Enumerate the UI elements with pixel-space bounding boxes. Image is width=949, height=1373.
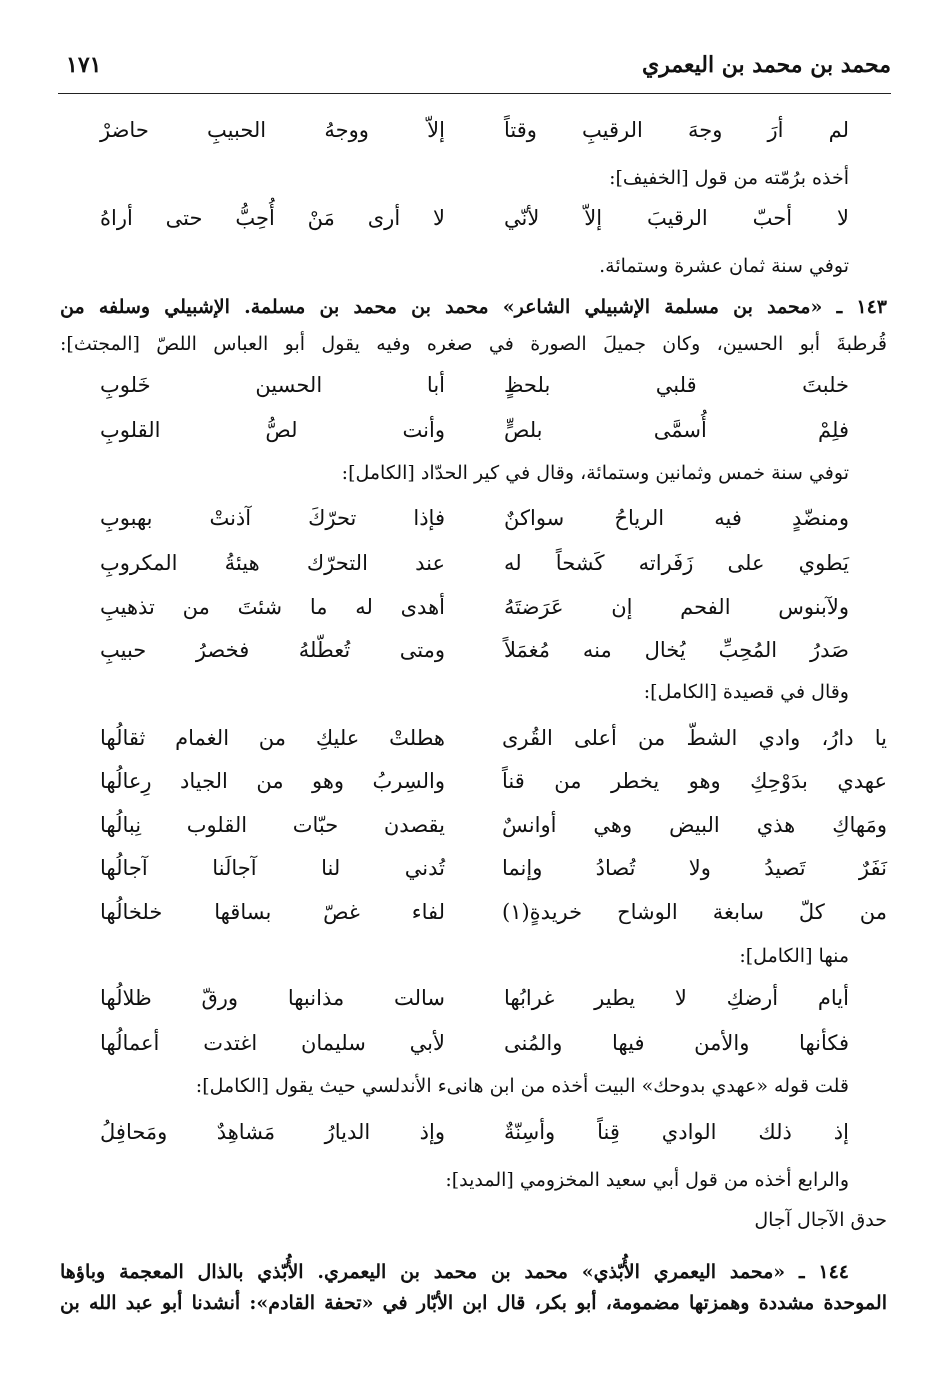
verse-first-hemistich: من كلّ سابغة الوشاح خريدةٍ(١) [502, 900, 887, 924]
verse-first-hemistich: خلبتَ قلبي بلحظٍ [504, 373, 849, 397]
entry-heading-line: الموحدة مشددة وهمزتها مضمومة، أبو بكر، قال ابن الأبّار في «تحفة القادم»: أنشدنا أبو عبد الله بن [60, 1292, 887, 1314]
prose-line: توفي سنة ثمان عشرة وستمائة. [599, 255, 849, 277]
verse-first-hemistich: نَفَرٌ تَصيدُ ولا تُصادُ وإنما [502, 856, 887, 880]
verse-second-hemistich: إلاّ ووجهُ الحبيبِ حاضرْ [100, 118, 445, 142]
verse-first-hemistich: ومنضّدٍ فيه الرياحُ سواكنٌ [504, 506, 849, 530]
verse-first-hemistich: إذ ذلك الوادي قِناً وأسِنّةٌ [504, 1120, 849, 1144]
verse-first-hemistich: ومَهاكِ هذي البيض وهي أوانسٌ [502, 813, 887, 837]
verse-second-hemistich: لأبي سليمان اغتدت أعمالُها [100, 1031, 445, 1055]
prose-line: أخذه برُمّته من قول [الخفيف]: [609, 167, 849, 189]
verse-first-hemistich: صَدرُ المُحِبِّ يُخال منه مُغمَلاً [504, 638, 849, 662]
verse-second-hemistich: تُدني لنا آجالَنا آجالُها [100, 856, 445, 880]
verse-second-hemistich: عند التحرّك هيئةُ المكروبِ [100, 551, 445, 575]
prose-line: والرابع أخذه من قول أبي سعيد المخزومي [المديد]: [445, 1169, 849, 1191]
prose-line: منها [الكامل]: [739, 945, 849, 967]
verse-second-hemistich: أبا الحسين خَلوبِ [100, 373, 445, 397]
verse-first-hemistich: لم أرَ وجهَ الرقيبِ وقتاً [504, 118, 849, 142]
running-title: محمد بن محمد بن اليعمري [641, 52, 891, 78]
verse-first-hemistich: ولآبنوس الفحم إن عَرَضتَهُ [504, 595, 849, 619]
verse-second-hemistich: هطلتْ عليكِ من الغمام ثقالُها [100, 726, 445, 750]
verse-second-hemistich: يقصدن حبّات القلوب نِبالُها [100, 813, 445, 837]
verse-first-hemistich: فكأنها والأمن فيها والمُنى [504, 1031, 849, 1055]
header-rule [58, 93, 891, 94]
verse-second-hemistich: لفاء غصّ بساقها خلخالُها [100, 900, 445, 924]
verse-second-hemistich: ومتى تُعطّلهُ فخصرُ حبيبِ [100, 638, 445, 662]
verse-first-hemistich: عهدي بدَوْحِكِ وهو يخطر من قناً [502, 769, 887, 793]
verse-second-hemistich: أهدى له ما شئتَ من تذهيبِ [100, 595, 445, 619]
verse-first-hemistich: أيام أرضكِ لا يطير غرابُها [504, 986, 849, 1010]
verse-second-hemistich: وأنت لصُّ القلوبِ [100, 418, 445, 442]
prose-line: وقال في قصيدة [الكامل]: [643, 681, 849, 703]
verse-first-hemistich: فلِمْ أُسمَّى بلصٍّ [504, 418, 849, 442]
verse-second-hemistich: والسِربُ وهو من الجياد رِعالُها [100, 769, 445, 793]
prose-line: توفي سنة خمس وثمانين وستمائة، وقال في كير الحدّاد [الكامل]: [341, 462, 849, 484]
prose-line: قلت قوله «عهدي بدوحك» البيت أخذه من ابن هانىء الأندلسي حيث يقول [الكامل]: [195, 1075, 849, 1097]
verse-first-hemistich: لا أحبّ الرقيبَ إلاّ لأنّي [504, 206, 849, 230]
page-number: ١٧١ [66, 52, 102, 78]
prose-line: قُرطبةَ أبو الحسين، وكان جميلَ الصورة في صغره وفيه يقول أبو العباس اللصّ [المجتث]: [60, 333, 887, 355]
verse-second-hemistich: فإذا تحرّكَ آذنتْ بهبوبِ [100, 506, 445, 530]
verse-first-hemistich: يا دارُ، وادي الشطّ من أعلى القُرى [502, 726, 887, 750]
verse-second-hemistich: سالت مذانبها ورقّ ظلالُها [100, 986, 445, 1010]
entry-heading-line: ١٤٣ ـ «محمد بن مسلمة الإشبيلي الشاعر» محمد بن محمد بن مسلمة. الإشبيلي وسلفه من [60, 296, 887, 318]
verse-second-hemistich: لا أرى مَنْ أُحِبُّ حتى أراهُ [100, 206, 445, 230]
verse-second-hemistich: وإذ الديارُ مَشاهِدٌ ومَحافِلُ [100, 1120, 445, 1144]
entry-heading-line: ١٤٤ ـ «محمد اليعمري الأُبّذي» محمد بن محمد بن اليعمري. الأُبّذي بالذال المعجمة وباؤها [60, 1261, 849, 1283]
prose-line: حدق الآجال آجال [754, 1209, 887, 1231]
verse-first-hemistich: يَطوي على زَفَراته كَشحاً له [504, 551, 849, 575]
